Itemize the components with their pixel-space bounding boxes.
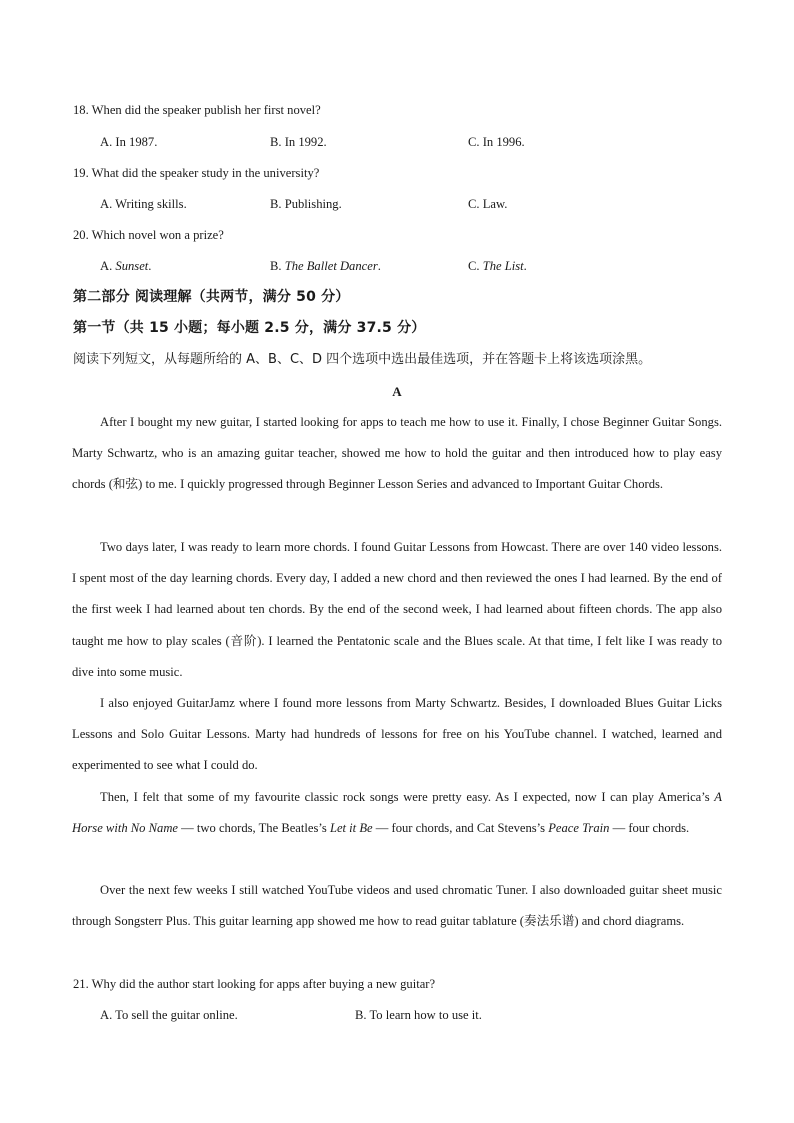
q18-option-b: B. In 1992. bbox=[270, 135, 327, 149]
question-21-options bbox=[0, 1007, 794, 1023]
passage-paragraph-4 bbox=[72, 782, 722, 844]
p4-song-title-2: Let it Be bbox=[329, 821, 373, 836]
q20-option-a-prefix: A. bbox=[100, 259, 116, 273]
p4-song-title-3: Peace Train bbox=[548, 821, 610, 836]
q19-option-a: A. Writing skills. bbox=[100, 197, 187, 211]
q20-option-c-suffix: . bbox=[523, 259, 527, 273]
question-18-stem: 18. When did the speaker publish her first novel? bbox=[73, 103, 321, 117]
p4-text-c: — four chords, and Cat Stevens’s bbox=[372, 821, 549, 836]
reading-instructions: 阅读下列短文，从每题所给的 A、B、C、D 四个选项中选出最佳选项，并在答题卡上将该选项涂黑。 bbox=[73, 352, 652, 367]
q18-option-c: C. In 1996. bbox=[468, 135, 525, 149]
question-20-stem: 20. Which novel won a prize? bbox=[73, 228, 224, 242]
q19-option-c: C. Law. bbox=[468, 197, 508, 211]
q20-option-c bbox=[468, 258, 527, 274]
q20-option-b bbox=[270, 258, 381, 274]
q20-option-a-title: Sunset bbox=[115, 259, 149, 273]
section-one-title: 第一节（共 15 小题；每小题 2.5 分，满分 37.5 分） bbox=[73, 320, 426, 336]
question-20-options bbox=[0, 258, 794, 274]
passage-paragraph-3: I also enjoyed GuitarJamz where I found more lessons from Marty Schwartz. Besides, I downloaded Blues Guitar Licks Lessons and Solo Guitar Lessons. Marty had hundreds of lessons for free on his YouTube channel. I watched, learned and experimented to see what I could do. bbox=[72, 696, 722, 773]
q19-option-b: B. Publishing. bbox=[270, 197, 342, 211]
passage-paragraph-5: Over the next few weeks I still watched YouTube videos and used chromatic Tuner. I also downloaded guitar sheet music through Songsterr Plus. This guitar learning app showed me how to read guitar tablature (奏法乐谱) and chord diagrams. bbox=[72, 883, 722, 929]
question-21-stem: 21. Why did the author start looking for apps after buying a new guitar? bbox=[73, 977, 436, 991]
question-18-options bbox=[0, 134, 794, 150]
q20-option-a-suffix: . bbox=[148, 259, 152, 273]
q21-option-a: A. To sell the guitar online. bbox=[100, 1008, 238, 1022]
q20-option-c-prefix: C. bbox=[468, 259, 483, 273]
q20-option-b-suffix: . bbox=[377, 259, 381, 273]
q20-option-c-title: The List bbox=[482, 259, 524, 273]
p4-text-d: — four chords. bbox=[609, 821, 690, 836]
q20-option-b-prefix: B. bbox=[270, 259, 285, 273]
p4-text-b: — two chords, The Beatles’s bbox=[178, 821, 330, 836]
q20-option-a bbox=[100, 258, 151, 274]
q20-option-b-title: The Ballet Dancer bbox=[284, 259, 378, 273]
p4-song-title-1: A Horse with No Name bbox=[72, 790, 722, 836]
passage-label: A bbox=[392, 384, 402, 399]
q18-option-a: A. In 1987. bbox=[100, 135, 158, 149]
question-19-stem: 19. What did the speaker study in the university? bbox=[73, 166, 320, 180]
p4-text-a: Then, I felt that some of my favourite classic rock songs were pretty easy. As I expected, now I can play America’s bbox=[100, 790, 715, 804]
q21-option-b: B. To learn how to use it. bbox=[355, 1008, 482, 1022]
passage-paragraph-1: After I bought my new guitar, I started looking for apps to teach me how to use it. Finally, I chose Beginner Guitar Songs. Marty Schwartz, who is an amazing guitar teacher, showed me how to hold the guitar and then introduced how to play easy chords (和弦) to me. I quickly progressed through Beginner Lesson Series and advanced to Important Guitar Chords. bbox=[72, 415, 722, 492]
passage-paragraph-2: Two days later, I was ready to learn more chords. I found Guitar Lessons from Howcast. There are over 140 video lessons. I spent most of the day learning chords. Every day, I added a new chord and then reviewed the ones I had learned. By the end of the first week I had learned about ten chords. By the end of the second week, I had learned about fifteen chords. The app also taught me how to play scales (音阶). I learned the Pentatonic scale and the Blues scale. At that time, I felt like I was ready to dive into some music. bbox=[72, 540, 722, 679]
part-two-title: 第二部分 阅读理解（共两节，满分 50 分） bbox=[73, 289, 350, 305]
question-19-options bbox=[0, 196, 794, 212]
